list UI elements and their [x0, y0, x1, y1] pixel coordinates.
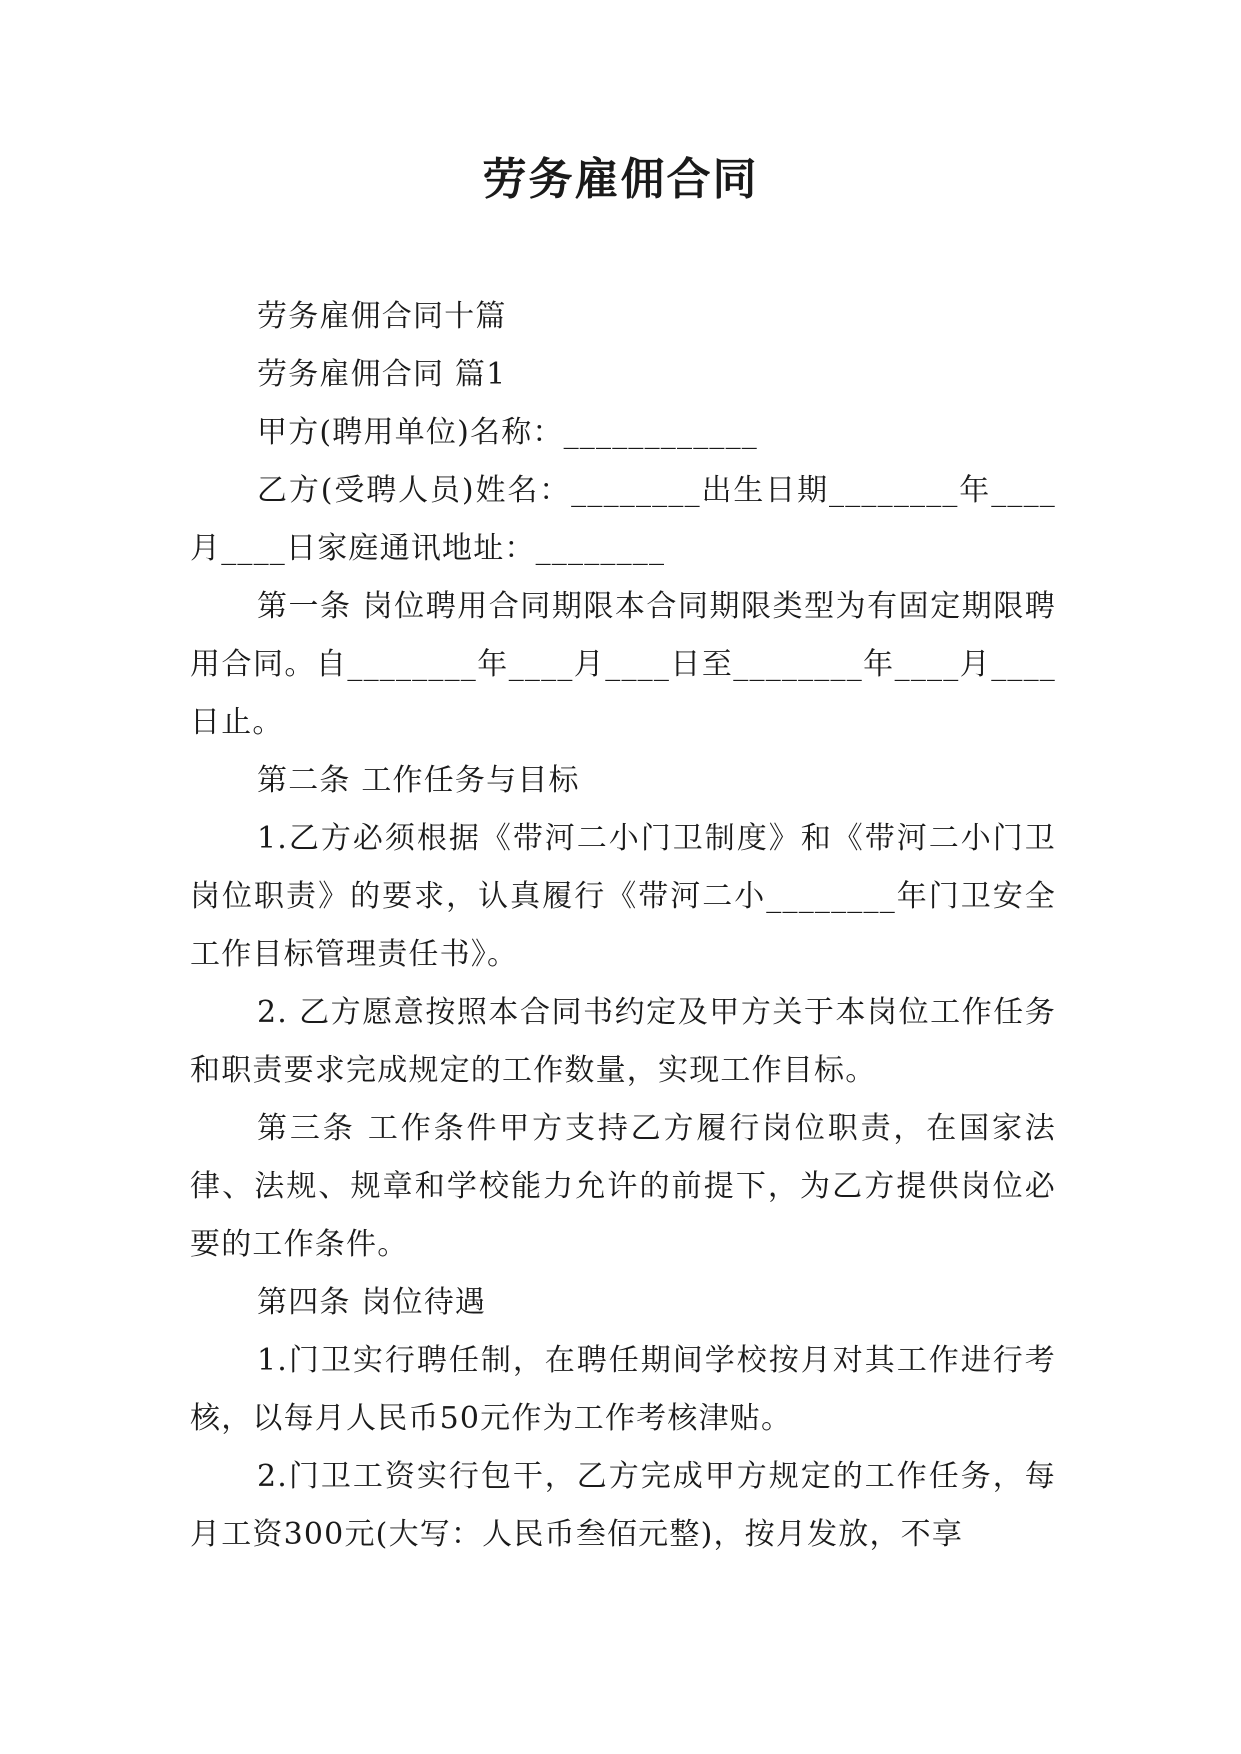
paragraph-article-2-heading: 第二条 工作任务与目标 — [257, 763, 580, 798]
paragraph-party-a: 甲方(聘用单位)名称：____________ — [257, 415, 759, 450]
paragraph-collection-title: 劳务雇佣合同十篇 — [257, 299, 507, 334]
paragraph-contract-heading: 劳务雇佣合同 篇1 — [257, 357, 507, 392]
paragraph-article-4-item-2: 2.门卫工资实行包干，乙方完成甲方规定的工作任务，每月工资300元(大写：人民币叁佰元整)，按月发放，不享 — [190, 1459, 1056, 1552]
paragraph-article-4-heading: 第四条 岗位待遇 — [257, 1285, 487, 1320]
paragraph-party-b: 乙方(受聘人员)姓名：________出生日期________年____月____日家庭通讯地址：________ — [190, 473, 1056, 566]
paragraph-article-3: 第三条 工作条件甲方支持乙方履行岗位职责，在国家法律、法规、规章和学校能力允许的前提下，为乙方提供岗位必要的工作条件。 — [190, 1111, 1056, 1262]
paragraph-article-1: 第一条 岗位聘用合同期限本合同期限类型为有固定期限聘用合同。自________年____月____日至________年____月____日止。 — [190, 589, 1056, 740]
paragraph-article-4-item-1: 1.门卫实行聘任制，在聘任期间学校按月对其工作进行考核，以每月人民币50元作为工作考核津贴。 — [190, 1343, 1056, 1436]
document-body — [190, 288, 1056, 1564]
paragraph-article-2-item-1: 1.乙方必须根据《带河二小门卫制度》和《带河二小门卫岗位职责》的要求，认真履行《带河二小________年门卫安全工作目标管理责任书》。 — [190, 821, 1056, 972]
paragraph-article-2-item-2: 2. 乙方愿意按照本合同书约定及甲方关于本岗位工作任务和职责要求完成规定的工作数量，实现工作目标。 — [190, 995, 1056, 1088]
document-title: 劳务雇佣合同 — [482, 154, 759, 205]
